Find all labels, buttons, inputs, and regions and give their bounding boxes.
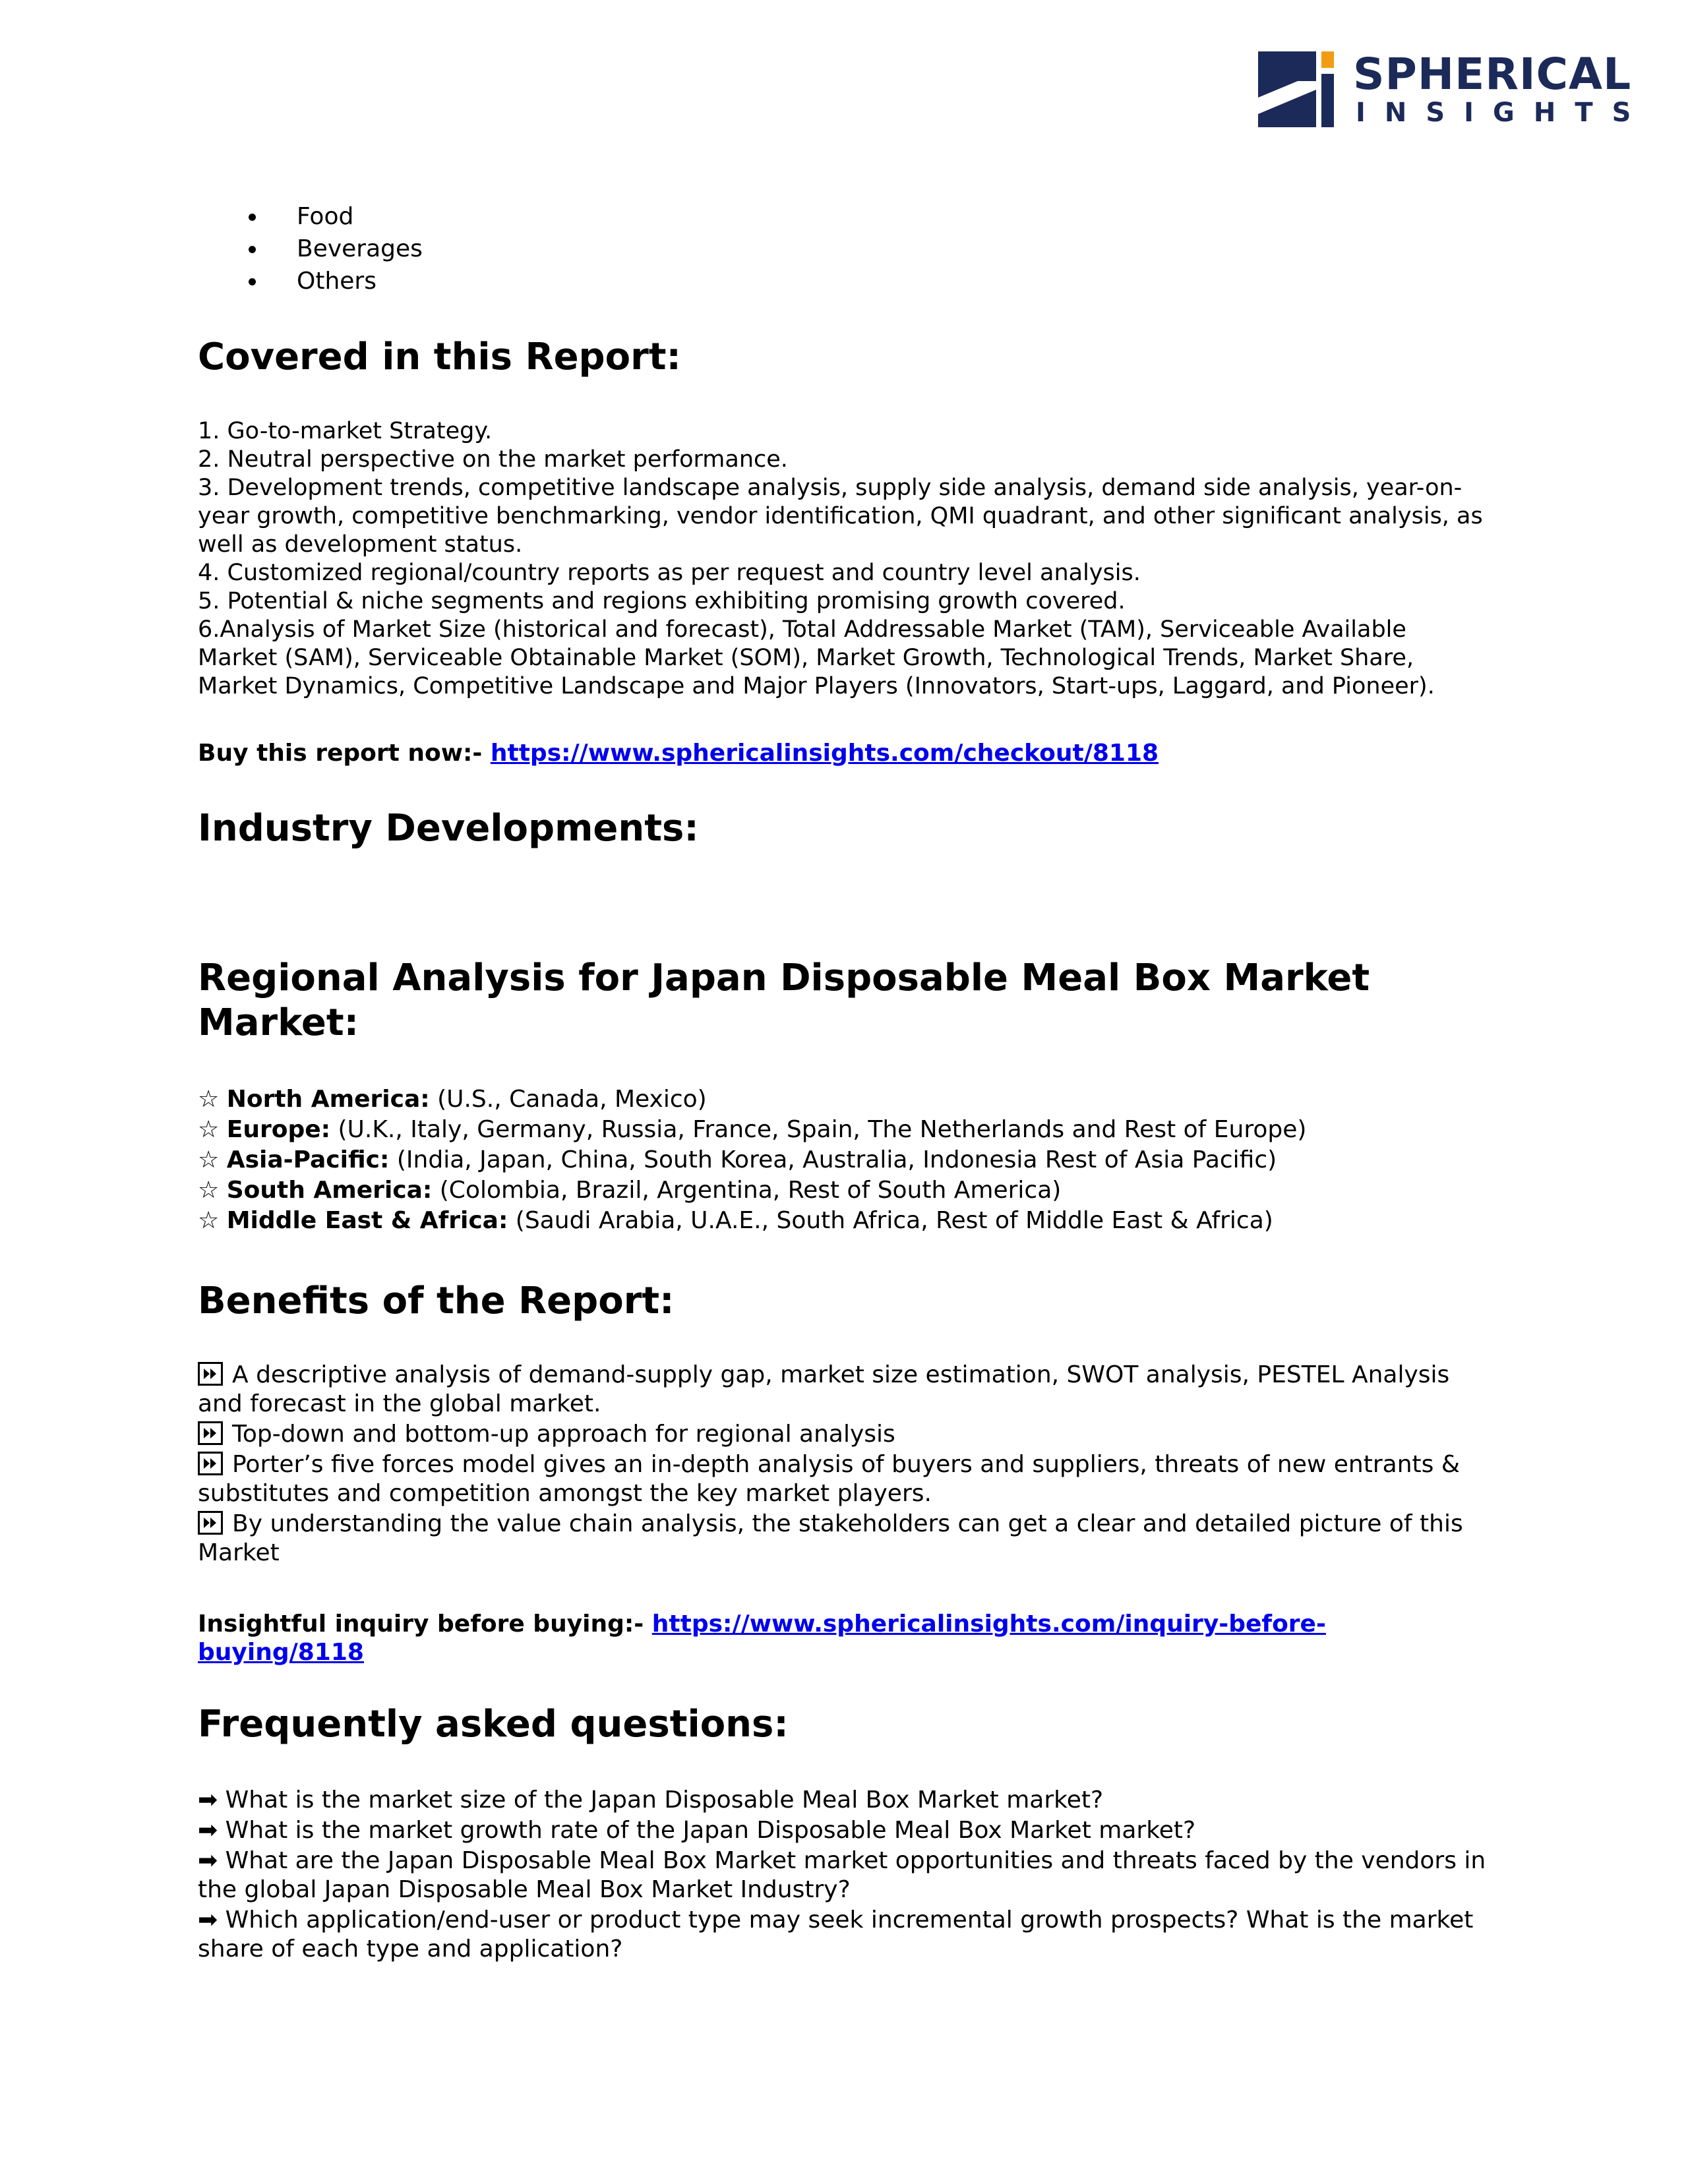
star-icon: ☆ (198, 1207, 220, 1234)
star-icon: ☆ (198, 1116, 220, 1143)
benefits-heading: Benefits of the Report: (198, 1280, 675, 1322)
list-item: 3. Development trends, competitive landscape analysis, supply side analysis, demand side analysis, year-on-year growth, competitive benchmarking, vendor identification, QMI quadrant, and other significant analysis, as well as development status. (198, 475, 1483, 558)
list-item: ☆ Europe: (U.K., Italy, Germany, Russia, France, Spain, The Netherlands and Rest of Europe) (198, 1116, 1307, 1143)
buy-report-line (198, 739, 1159, 767)
regional-analysis-heading: Regional Analysis for Japan Disposable Meal Box Market Market: (198, 957, 1370, 1044)
list-item: Beverages (198, 233, 423, 265)
faq-heading: Frequently asked questions: (198, 1703, 789, 1746)
logo-text-line1: SPHERICAL (1353, 49, 1632, 100)
covered-list (198, 417, 1490, 701)
list-item: ☆ Asia-Pacific: (India, Japan, China, South Korea, Australia, Indonesia Rest of Asia Pacific) (198, 1146, 1277, 1173)
arrow-right-icon: ➡ (198, 1817, 218, 1844)
list-item: ➡ What is the market size of the Japan Disposable Meal Box Market market? (198, 1786, 1104, 1814)
list-item: 5. Potential & niche segments and regions exhibiting promising growth covered. (198, 588, 1126, 614)
star-icon: ☆ (198, 1146, 220, 1173)
list-item: A descriptive analysis of demand-supply gap, market size estimation, SWOT analysis, PESTEL Analysis and forecast in the global market. (198, 1361, 1450, 1417)
list-item: ➡ What are the Japan Disposable Meal Box Market market opportunities and threats faced by the vendors in the global Japan Disposable Meal Box Market Industry? (198, 1847, 1486, 1903)
fast-forward-icon (198, 1511, 223, 1535)
list-item: 4. Customized regional/country reports as per request and country level analysis. (198, 560, 1141, 586)
arrow-right-icon: ➡ (198, 1906, 218, 1933)
logo-text-line2: INSIGHTS (1356, 98, 1650, 128)
covered-heading: Covered in this Report: (198, 336, 681, 378)
buy-report-label: Buy this report now:- (198, 740, 491, 767)
logo-mark-icon (1258, 51, 1334, 127)
industry-developments-heading: Industry Developments: (198, 807, 699, 850)
list-item: Top-down and bottom-up approach for regional analysis (198, 1420, 1484, 1449)
list-item: ➡ Which application/end-user or product type may seek incremental growth prospects? What is the market share of each type and application? (198, 1906, 1474, 1963)
inquiry-line (198, 1610, 1372, 1667)
star-icon: ☆ (198, 1177, 220, 1204)
list-item: 1. Go-to-market Strategy. (198, 418, 493, 444)
list-item: ☆ South America: (Colombia, Brazil, Argentina, Rest of South America) (198, 1177, 1062, 1204)
inquiry-link[interactable]: https://www.sphericalinsights.com/inquiry-before-buying/8118 (198, 1610, 1326, 1666)
list-item: By understanding the value chain analysis, the stakeholders can get a clear and detailed picture of this Market (198, 1510, 1463, 1566)
list-item: 2. Neutral perspective on the market performance. (198, 446, 788, 473)
star-icon: ☆ (198, 1086, 220, 1113)
arrow-right-icon: ➡ (198, 1786, 218, 1814)
fast-forward-icon (198, 1362, 223, 1386)
list-item: Porter’s five forces model gives an in-depth analysis of buyers and suppliers, threats of new entrants & substitutes and competition amongst the key market players. (198, 1451, 1460, 1507)
list-item: Food (198, 200, 423, 233)
list-item: ☆ Middle East & Africa: (Saudi Arabia, U.A.E., South Africa, Rest of Middle East & Africa) (198, 1207, 1273, 1234)
list-item: ➡ What is the market growth rate of the Japan Disposable Meal Box Market market? (198, 1817, 1196, 1844)
list-item: ☆ North America: (U.S., Canada, Mexico) (198, 1086, 707, 1113)
list-item: 6.Analysis of Market Size (historical and forecast), Total Addressable Market (TAM), Serviceable Available Market (SAM), Serviceable Obtainable Market (SOM), Market Growth, Technological Trends, Market Share, Market Dynamics, Competitive Landscape and Major Players (Innovators, Start-ups, Laggard, and Pioneer). (198, 616, 1435, 699)
product-type-list (198, 200, 423, 297)
fast-forward-icon (198, 1452, 223, 1475)
faq-list (198, 1786, 1490, 1965)
buy-report-link[interactable]: https://www.sphericalinsights.com/checkout/8118 (490, 740, 1159, 767)
fast-forward-icon (198, 1421, 223, 1445)
list-item: Others (198, 265, 423, 297)
arrow-right-icon: ➡ (198, 1847, 218, 1874)
inquiry-label: Insightful inquiry before buying:- (198, 1610, 652, 1638)
benefits-list (198, 1361, 1484, 1569)
spherical-insights-logo (1258, 49, 1650, 128)
region-list (198, 1084, 1306, 1236)
